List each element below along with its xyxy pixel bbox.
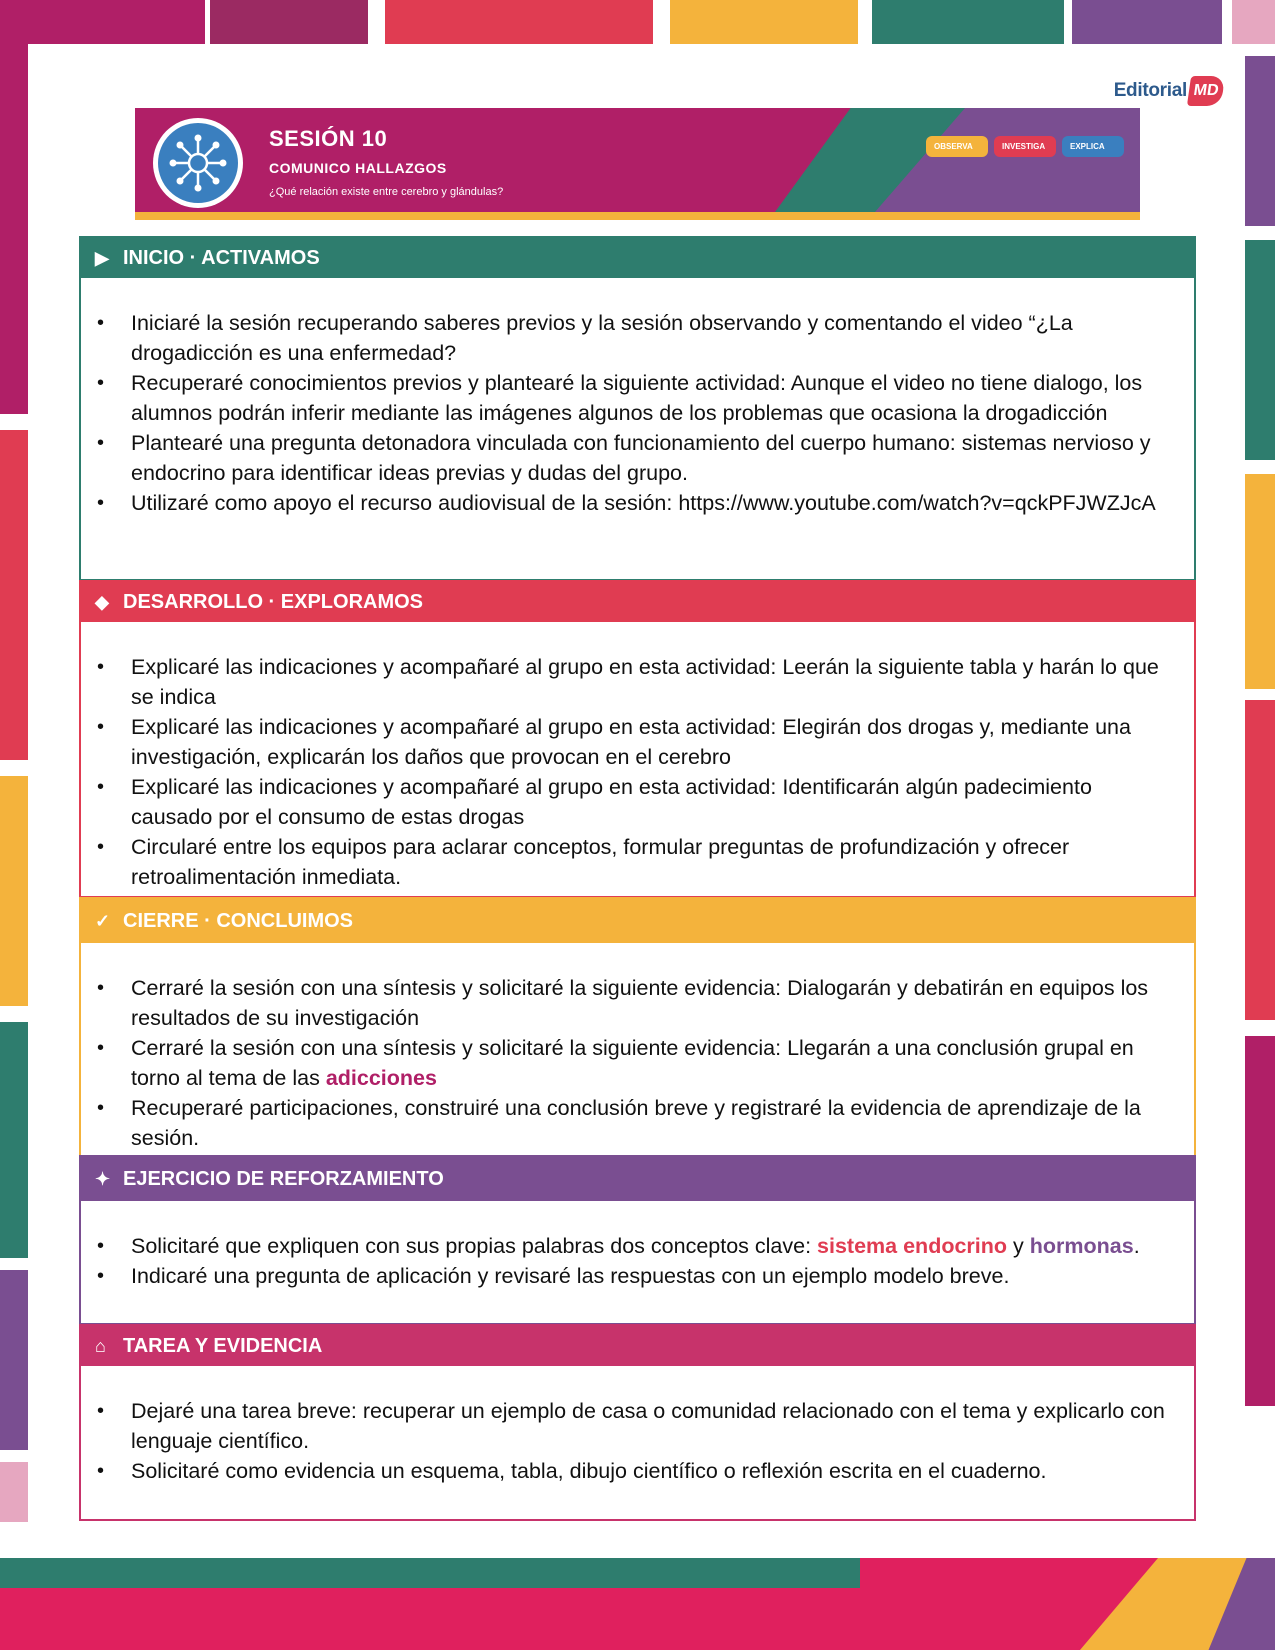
list-item: • Recuperaré conocimientos previos y plantearé la siguiente actividad: Aunque el video no tiene dialogo, los alumnos podrán inferir mediante las imágenes algunos de los problemas que ocasiona la drogadicción — [97, 371, 1143, 425]
section-title: CIERRE · CONCLUIMOS — [123, 909, 353, 932]
list-item: • Explicaré las indicaciones y acompañaré al grupo en esta actividad: Leerán la siguiente tabla y harán lo que se indica — [97, 655, 1159, 709]
section-title: EJERCICIO DE REFORZAMIENTO — [123, 1167, 444, 1190]
logo-text: Editorial — [1113, 80, 1187, 101]
session-subtitle: COMUNICO HALLAZGOS — [269, 160, 447, 176]
list-item: • Explicaré las indicaciones y acompañaré al grupo en esta actividad: Elegirán dos drogas y, mediante una investigación, explicarán los daños que provocan en el cerebro — [97, 715, 1131, 769]
skill-pills — [926, 136, 1124, 157]
publisher-logo — [1114, 74, 1223, 108]
sparkle-icon: ✦ — [95, 1168, 111, 1189]
section-desarrollo — [79, 580, 1196, 898]
logo-mark: MD — [1187, 76, 1225, 106]
check-icon: ✓ — [95, 910, 111, 931]
section-header — [81, 899, 1194, 943]
list-item: • Cerraré la sesión con una síntesis y solicitaré la siguiente evidencia: Dialogarán y debatirán en equipos los resultados de su investigación — [97, 976, 1149, 1030]
pill-observa: OBSERVA — [926, 136, 988, 157]
section-header — [81, 238, 1194, 278]
list-item: • Utilizaré como apoyo el recurso audiovisual de la sesión: https://www.youtube.com/watch?v=qckPFJWZJcA — [97, 491, 1156, 515]
network-icon — [153, 118, 243, 208]
section-tarea — [79, 1324, 1196, 1521]
list-item: • Plantearé una pregunta detonadora vinculada con funcionamiento del cuerpo humano: sistemas nervioso y endocrino para identificar ideas previas y dudas del grupo. — [97, 431, 1151, 485]
pill-explica: EXPLICA — [1062, 136, 1124, 157]
pill-investiga: INVESTIGA — [994, 136, 1056, 157]
highlight-term: hormonas — [1029, 1234, 1134, 1258]
highlight-term: adicciones — [325, 1066, 437, 1090]
list-item: • Indicaré una pregunta de aplicación y revisaré las respuestas con un ejemplo modelo breve. — [97, 1264, 1010, 1288]
list-item: • Cerraré la sesión con una síntesis y solicitaré la siguiente evidencia: Llegarán a una conclusión grupal en torno al tema de las adicciones — [97, 1036, 1134, 1090]
list-item: • Explicaré las indicaciones y acompañaré al grupo en esta actividad: Identificarán algún padecimiento causado por el consumo de estas drogas — [97, 775, 1092, 829]
list-item: • Solicitaré que expliquen con sus propias palabras dos conceptos clave: sistema endocrino y hormonas. — [97, 1234, 1140, 1258]
list-item: • Circularé entre los equipos para aclarar conceptos, formular preguntas de profundización y ofrecer retroalimentación inmediata. — [97, 835, 1070, 889]
section-header — [81, 1157, 1194, 1201]
list-item: • Iniciaré la sesión recuperando saberes previos y la sesión observando y comentando el video “¿La drogadicción es una enfermedad? — [97, 311, 1073, 365]
session-banner — [135, 108, 1140, 220]
diamond-icon: ◆ — [95, 591, 109, 612]
list-item: • Dejaré una tarea breve: recuperar un ejemplo de casa o comunidad relacionado con el tema y explicarlo con lenguaje científico. — [97, 1399, 1165, 1453]
section-title: DESARROLLO · EXPLORAMOS — [123, 590, 424, 613]
section-header — [81, 1326, 1194, 1366]
section-title: INICIO · ACTIVAMOS — [123, 246, 320, 269]
highlight-term: sistema endocrino — [817, 1234, 1008, 1258]
section-reforzamiento — [79, 1155, 1196, 1325]
list-item: • Recuperaré participaciones, construiré una conclusión breve y registraré la evidencia de aprendizaje de la sesión. — [97, 1096, 1141, 1150]
home-icon: ⌂ — [95, 1335, 106, 1356]
section-inicio — [79, 236, 1196, 581]
play-icon: ▶ — [95, 247, 109, 268]
section-header — [81, 582, 1194, 622]
section-cierre — [79, 897, 1196, 1157]
list-item: • Solicitaré como evidencia un esquema, tabla, dibujo científico o reflexión escrita en el cuaderno. — [97, 1459, 1047, 1483]
section-title: TAREA Y EVIDENCIA — [123, 1334, 323, 1357]
session-title: SESIÓN 10 — [269, 126, 388, 151]
session-question: ¿Qué relación existe entre cerebro y glándulas? — [269, 186, 504, 198]
